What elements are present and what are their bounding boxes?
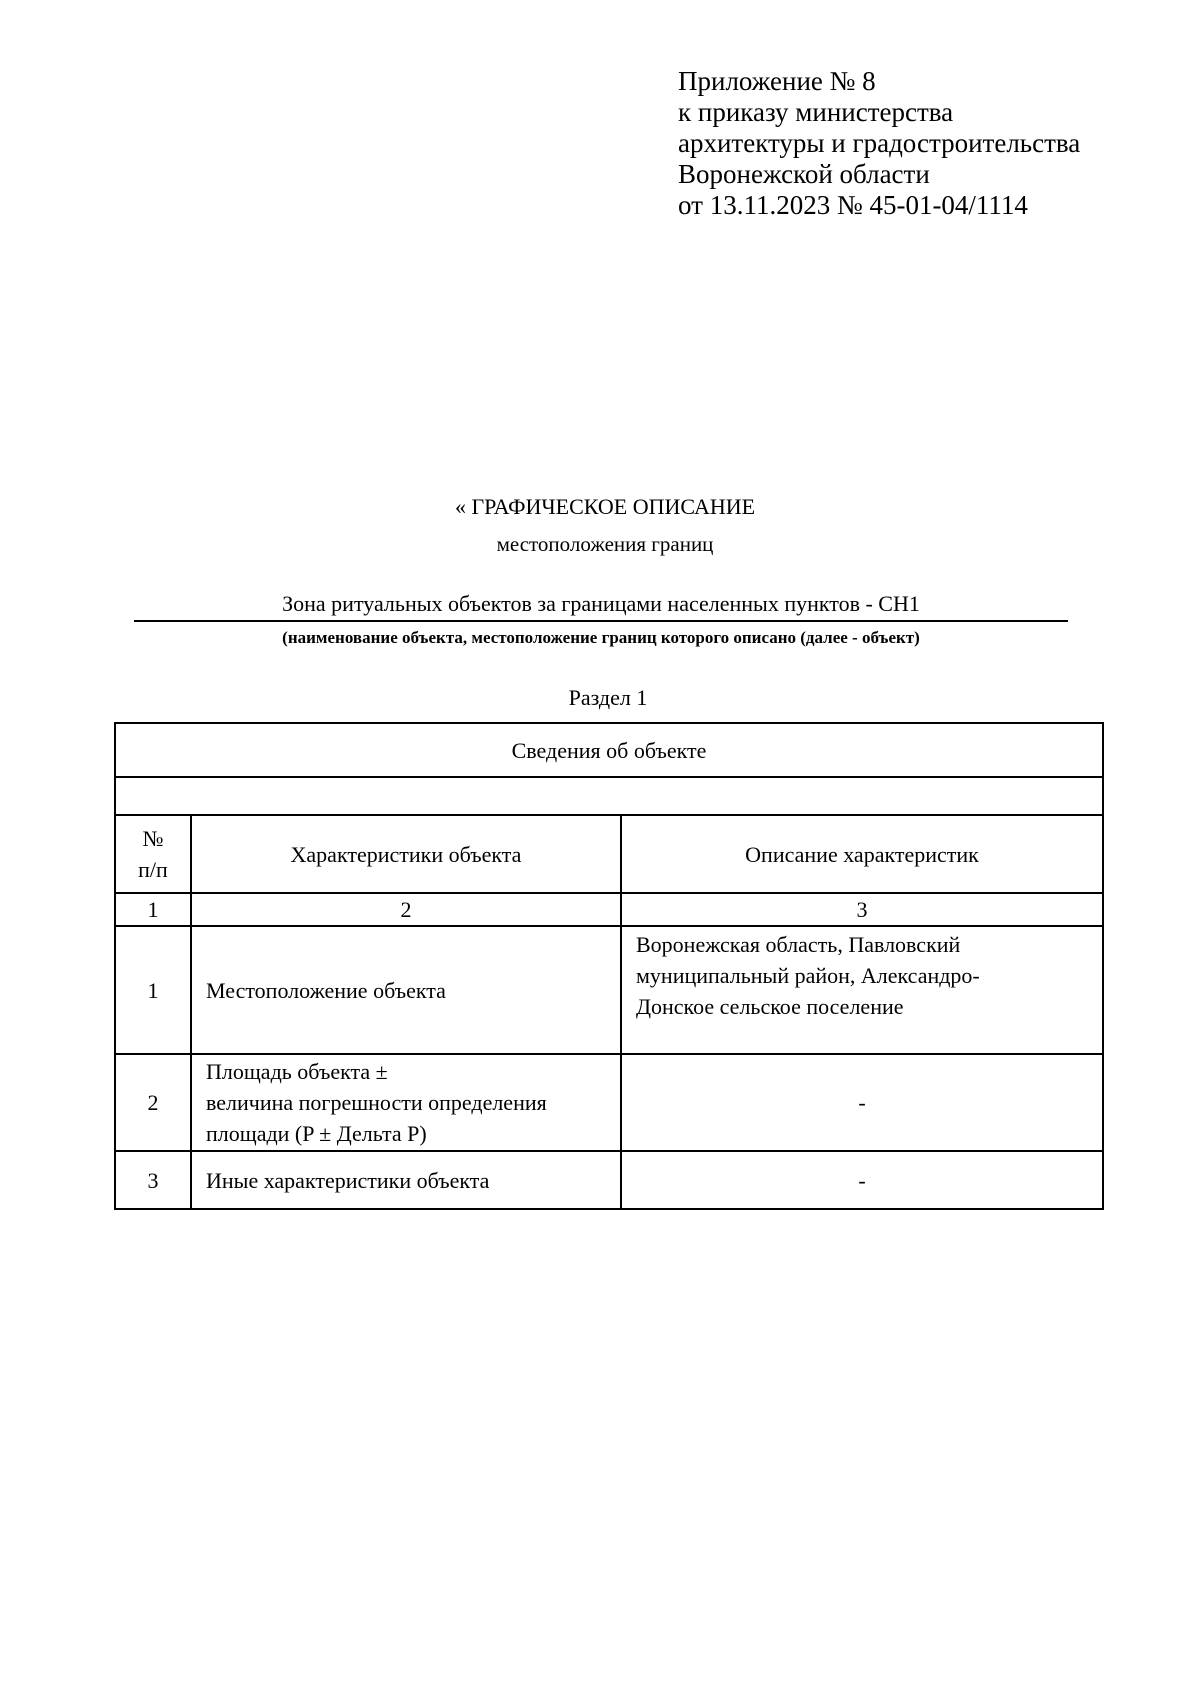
- row-characteristic: [191, 1054, 621, 1151]
- row-description: [621, 1151, 1103, 1209]
- appendix-line: Приложение № 8: [678, 66, 876, 96]
- col-head-description: Описание характеристик: [621, 815, 1103, 893]
- table-empty-cell: [115, 777, 1103, 815]
- characteristic-line: величина погрешности определения: [206, 1090, 547, 1115]
- col-head-number: [115, 815, 191, 893]
- appendix-line: от 13.11.2023 № 45-01-04/1114: [678, 190, 1028, 220]
- row-description: [621, 926, 1103, 1054]
- characteristic-line: Площадь объекта ±: [206, 1059, 388, 1084]
- table-header-row: [115, 723, 1103, 777]
- row-number: 1: [115, 926, 191, 1054]
- col-index: 3: [621, 893, 1103, 926]
- characteristic-line: Местоположение объекта: [206, 977, 446, 1003]
- document-subtitle: местоположения границ: [496, 532, 714, 556]
- object-name-caption: (наименование объекта, местоположение границ которого описано (далее - объект): [282, 628, 920, 647]
- characteristic-line: площади (P ± Дельта P): [206, 1121, 427, 1146]
- description-line: Воронежская область, Павловский: [636, 932, 961, 957]
- row-characteristic: [191, 1151, 621, 1209]
- appendix-line: Воронежской области: [678, 159, 930, 189]
- description-line: муниципальный район, Александро-: [636, 963, 980, 988]
- table-header: Сведения об объекте: [115, 723, 1103, 777]
- col-head-number-line: п/п: [138, 857, 168, 882]
- table-empty-row: [115, 777, 1103, 815]
- table-row: [115, 1054, 1103, 1151]
- col-index: 1: [115, 893, 191, 926]
- table-row: [115, 926, 1103, 1054]
- row-description: [621, 1054, 1103, 1151]
- table-index-row: [115, 893, 1103, 926]
- row-number: 2: [115, 1054, 191, 1151]
- row-characteristic: [191, 926, 621, 1054]
- appendix-block: [678, 66, 1080, 221]
- description-line: -: [858, 1090, 866, 1115]
- table-column-heads: [115, 815, 1103, 893]
- characteristic-line: Иные характеристики объекта: [206, 1167, 490, 1193]
- col-head-characteristic: Характеристики объекта: [191, 815, 621, 893]
- object-name: Зона ритуальных объектов за границами населенных пунктов - СН1: [134, 588, 1068, 622]
- col-head-number-line: №: [142, 826, 164, 851]
- col-index: 2: [191, 893, 621, 926]
- object-info-table: [114, 722, 1104, 1210]
- table-row: [115, 1151, 1103, 1209]
- description-line: -: [858, 1167, 866, 1193]
- appendix-line: к приказу министерства: [678, 97, 954, 127]
- description-line: Донское сельское поселение: [636, 994, 904, 1019]
- section-label: Раздел 1: [568, 685, 648, 710]
- row-number: 3: [115, 1151, 191, 1209]
- document-title: « ГРАФИЧЕСКОЕ ОПИСАНИЕ: [454, 494, 756, 519]
- appendix-line: архитектуры и градостроительства: [678, 128, 1081, 158]
